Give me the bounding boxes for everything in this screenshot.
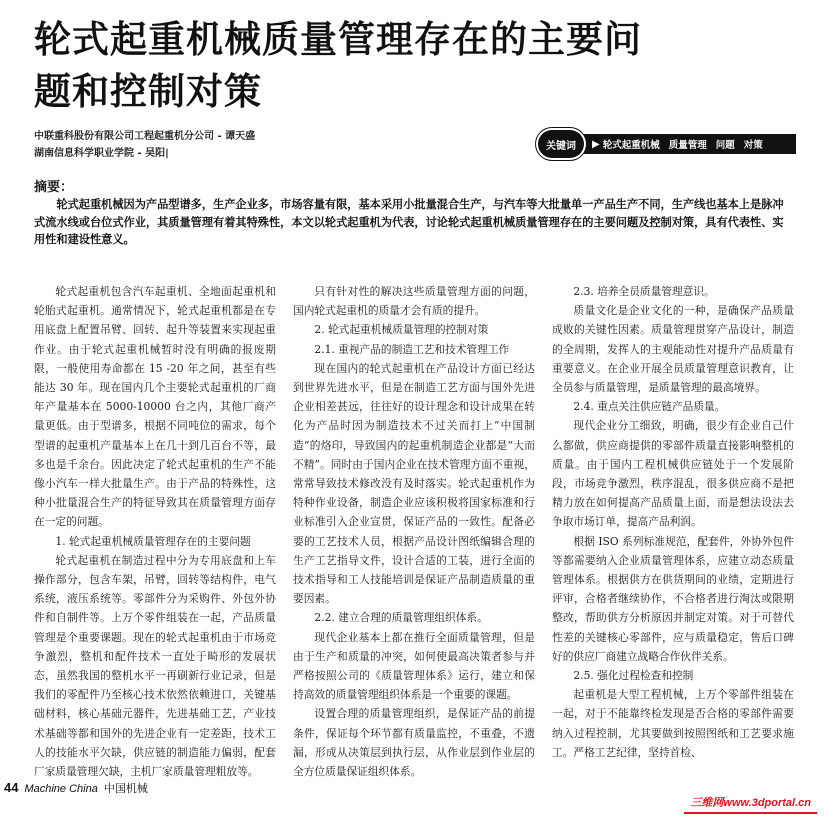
paragraph: 轮式起重机包含汽车起重机、全地面起重机和轮胎式起重机。通常情况下，轮式起重机都是在专用底盘上配置吊臂、回转、起升等装置来实现起重作业。由于轮式起重机械暂时没有明确的报废期限，一般使用寿命都在 15 -20 年之间，甚至有些能达 30 年。现在国内几个主要轮式起重机的厂商年产量基本在 5000-10000 台之内，其他厂商产量更低。由于型谱多，根据不同吨位的需求，每个型谱的起重机产量基本上在几十到几百台不等，最多也是千余台。因此决定了轮式起重机的生产不能像小汽车一样大批量生产。由于产品的特殊性，这种小批量混合生产的特征导致其在质量管理方面存在一定的问题。 [34,285,276,529]
subsection-heading: 2.5. 强化过程检查和控制 [573,669,694,683]
keyword: 轮式起重机械 [602,140,660,151]
paragraph: 根据 ISO 系列标准规范，配套件，外协外包件等都需要纳入企业质量管理体系，应建立动态质量管理体系。根据供方在供货期间的业绩，定期进行评审，合格者继续协作，不合格者进行淘汰或限期整改，帮助供方分析原因并制定对策。对于可替代性差的关键核心零部件，应与质量稳定，售后口碑好的供应厂商建立战略合作伙伴关系。 [552,534,794,663]
abstract [34,180,794,249]
paragraph: 现代企业分工细致，明确，很少有企业自己什么都做，供应商提供的零部件质量直接影响整机的质量。由于国内工程机械供应链处于一个发展阶段，市场竞争激烈，秩序混乱，很多供应商不是把精力放在如何提高产品质量上面，而是想法设法去争取市场订单，提高产品利润。 [552,419,794,529]
keywords-label: 关键词 [538,130,584,158]
arrow-right-icon: ▶ [592,138,600,150]
author-affiliations [34,128,354,162]
keyword: 对策 [743,140,763,151]
abstract-text: 轮式起重机械因为产品型谱多，生产企业多，市场容量有限，基本采用小批量混合生产，与汽车等大批量单一产品生产不同，生产线也基本上是脉冲式流水线或台位式作业，其质量管理有着其特殊性，本文以轮式起重机为代表，讨论轮式起重机械质量管理存在的主要问题及控制对策，具有代表性、实用性和建设性意义。 [34,198,784,246]
paragraph: 现代企业基本上都在推行全面质量管理，但是由于生产和质量的冲突，如何使最高决策者参与并严格按照公司的《质量管理体系》运行，建立和保持高效的质量管理组织体系是一个重要的课题。 [293,630,535,702]
section-heading: 1. 轮式起重机械质量管理存在的主要问题 [55,534,251,548]
page-footer [4,780,148,796]
keyword: 质量管理 [668,140,707,151]
abstract-label: 摘要： [34,180,74,195]
article-title: 轮式起重机械质量管理存在的主要问题和控制对策 [34,18,642,113]
paragraph: 设置合理的质量管理组织，是保证产品的前提条件，保证每个环节都有质量监控，不重叠，不遗漏，形成从决策层到执行层，从作业层到作业层的全方位质量保证组织体系。 [293,707,535,779]
keywords-bar [578,134,796,154]
author-line: 中联重科股份有限公司工程起重机分公司 - 谭天盛 [34,131,256,142]
journal-name: Machine China [24,783,98,795]
body-column-3 [552,282,794,762]
subsection-heading: 2.2. 建立合理的质量管理组织体系。 [314,611,488,625]
paragraph: 现在国内的轮式起重机在产品设计方面已经达到世界先进水平，但是在制造工艺方面与国外先进企业相差甚远，往往好的设计理念和设计成果在转化为产品时因为制造技术不过关而打上“中国制造”的烙印，导致国内的起重机制造企业都是“大而不精”。同时由于国内企业在技术管理方面不重视，常常导致技术修改没有及时落实。轮式起重机作为特种作业设备，制造企业应该积极将国家标准和行业标准引入企业宣贯，保证产品的一致性。配备必要的工艺技术人员，根据产品设计图纸编辑合理的生产工艺指导文件，设计合适的工装，进行全面的技术指导和工人技能培训是保证产品制造质量的重要因素。 [293,361,535,606]
page-number: 44 [4,780,19,795]
keywords-banner [538,130,796,158]
subsection-heading: 2.4. 重点关注供应链产品质量。 [573,400,726,414]
paragraph: 只有针对性的解决这些质量管理方面的问题，国内轮式起重机的质量才会有质的提升。 [293,285,535,318]
body-column-1 [34,282,276,781]
body-column-2 [293,282,535,781]
section-heading: 2. 轮式起重机械质量管理的控制对策 [314,323,489,337]
keyword: 问题 [715,140,735,151]
subsection-heading: 2.1. 重视产品的制造工艺和技术管理工作 [314,342,510,356]
paragraph: 质量文化是企业文化的一种，是确保产品质量成败的关键性因素。质量管理贯穿产品设计，制造的全周期，发挥人的主观能动性对提升产品质量有重要意义。在企业开展全员质量管理意识教育，让全员参与质量管理，是质量管理的最高境界。 [552,304,794,395]
paragraph: 起重机是大型工程机械，上万个零部件组装在一起，对于不能靠终检发现是否合格的零部件需要纳入过程控制，尤其要做到按照图纸和工艺要求施工。严格工艺纪律，坚持首检、 [552,688,794,759]
subsection-heading: 2.3. 培养全员质量管理意识。 [573,285,715,298]
author-line: 湖南信息科学职业学院 - 吴阳| [34,148,169,159]
site-watermark: 三维网www.3dportal.cn [684,792,817,814]
journal-name-cn: 中国机械 [103,783,148,795]
paragraph: 轮式起重机在制造过程中分为专用底盘和上车操作部分，包含车架，吊臂，回转等结构件，电气系统，液压系统等。零部件分为采购件、外包外协件和自制件等。上万个零件组装在一起，产品质量管理是个重要课题。现在的轮式起重机由于市场竞争激烈，整机和配件技术一直处于畸形的发展状态，虽然我国的整机水平一再刷新行业记录，但是我们的零配件乃至核心技术依然依赖进口，关键基础材料，核心基础元器件，先进基础工艺，产业技术基础等都和国外的先进企业有一定差距，技术工人的技能水平欠缺，供应链的制造能力偏弱，配套厂家质量管理欠缺，主机厂家质量管理粗放等。 [34,553,276,779]
